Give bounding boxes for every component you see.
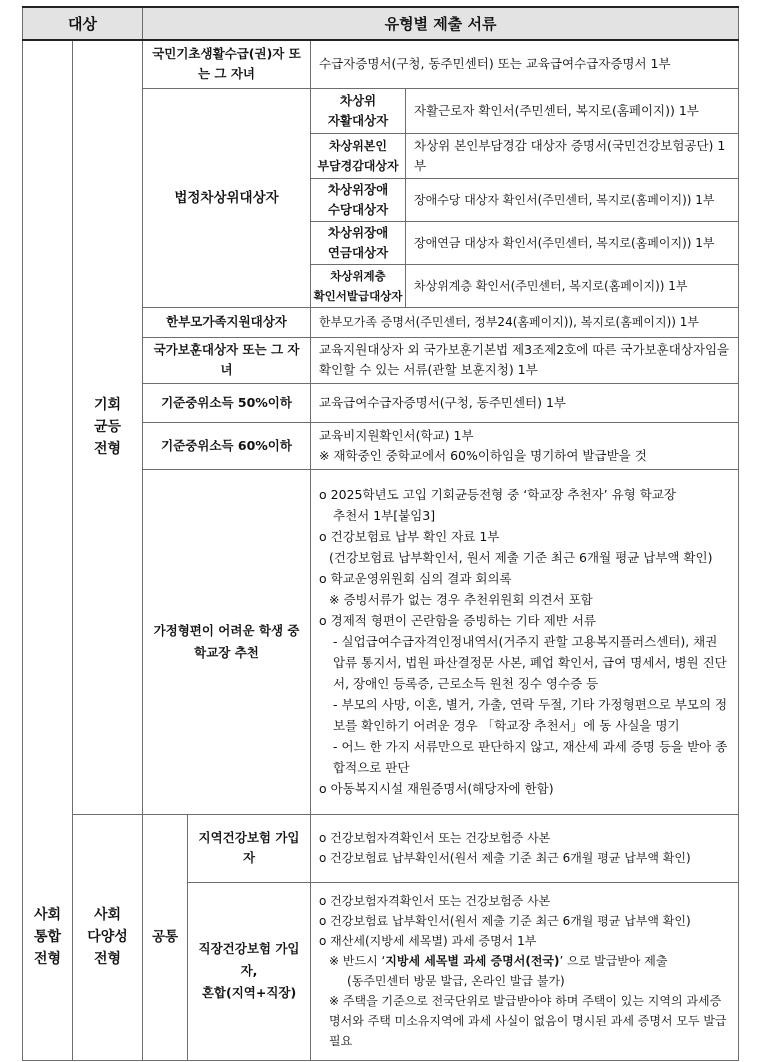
doc-income-50: 교육급여수급자증명서(구청, 동주민센터) 1부 [311,383,739,422]
principal-doc-line: o 건강보험료 납부 확인 자료 1부 [319,529,500,544]
doc-note [319,951,732,971]
common-label: 공통 [143,814,188,1060]
target-regional-insurance: 지역건강보험 가입자 [188,814,311,882]
social-integration-label: 사회 통합 전형 [23,814,73,1060]
principal-doc-line: - 부모의 사망, 이혼, 별거, 가출, 연락 두절, 기타 가정형편으로 부모의 정보를 확인하기 어려운 경우 「학교장 추천서」에 동 사실을 명기 [333,697,728,733]
principal-doc-line: o 경제적 형편이 곤란함을 증빙하는 기타 제반 서류 [319,613,596,628]
doc-line: o 건강보험자격확인서 또는 건강보험증 사본 [319,831,551,845]
principal-doc-list [319,484,732,799]
target-basic-livelihood: 국민기초생활수급(권)자 또는 그 자녀 [143,40,311,88]
target-near-poverty: 법정차상위대상자 [143,88,311,307]
principal-doc-line: 추천서 1부[붙임3] [333,508,436,523]
doc-veterans: 교육지원대상자 외 국가보훈기본법 제3조제2호에 따른 국가보훈대상자임을 확인할 수 있는 서류(관할 보훈지청) 1부 [311,337,739,383]
social-diversity-label: 사회 다양성 전형 [73,814,143,1060]
principal-doc-line: (건강보험료 납부확인서, 원서 제출 기준 최근 6개월 평균 납부액 확인) [329,550,713,565]
social-integration-label-top [23,40,73,814]
sub-target: 차상위본인 부담경감대상자 [311,133,406,178]
sub-doc: 장애연금 대상자 확인서(주민센터, 복지로(홈페이지)) 1부 [406,221,739,264]
table-row [23,40,739,88]
target-single-parent: 한부모가족지원대상자 [143,307,311,337]
target-income-60: 기준중위소득 60%이하 [143,422,311,469]
header-target: 대상 [23,7,143,40]
doc-income-60 [311,422,739,469]
sub-target: 차상위 자활대상자 [311,88,406,133]
principal-doc-line: - 실업급여수급자격인정내역서(거주지 관할 고용복지플러스센터), 채권 압류 통지서, 법원 파산결정문 사본, 폐업 확인서, 급여 명세서, 병원 진단서, 장애인 등록증, 근로소득 원천 징수 영수증 등 [333,634,727,691]
note-emphasis: 지방세 세목별 과세 증명서(전국) [385,954,560,968]
note-suffix: ’ 으로 발급받아 제출 [559,954,668,968]
header-documents: 유형별 제출 서류 [143,7,739,40]
header-row [23,7,739,40]
doc-line: o 건강보험자격확인서 또는 건강보험증 사본 [319,894,551,908]
doc-note-cont: (동주민센터 방문 발급, 온라인 발급 불가) [347,974,565,988]
doc-line: o 건강보험료 납부확인서(원서 제출 기준 최근 6개월 평균 납부액 확인) [319,914,691,928]
doc-regional-insurance [311,814,739,882]
note-prefix: ※ 반드시 ‘ [329,954,386,968]
sub-target: 차상위계층 확인서발급대상자 [311,264,406,307]
doc-single-parent: 한부모가족 증명서(주민센터, 정부24(홈페이지)), 복지로(홈페이지)) 1부 [311,307,739,337]
sub-doc: 차상위계층 확인서(주민센터, 복지로(홈페이지)) 1부 [406,264,739,307]
opportunity-label: 기회 균등 전형 [73,40,143,814]
sub-target: 차상위장애 수당대상자 [311,178,406,221]
principal-doc-line: o 학교운영위원회 심의 결과 회의록 [319,571,512,586]
target-veterans: 국가보훈대상자 또는 그 자녀 [143,337,311,383]
doc-line: o 건강보험료 납부확인서(원서 제출 기준 최근 6개월 평균 납부액 확인) [319,851,691,865]
principal-doc-line: o 아동복지시설 재원증명서(해당자에 한함) [319,781,554,796]
sub-doc: 장애수당 대상자 확인서(주민센터, 복지로(홈페이지)) 1부 [406,178,739,221]
doc-principal-recommendation [311,469,739,814]
target-workplace-insurance: 직장건강보험 가입자, 혼합(지역+직장) [188,882,311,1060]
principal-doc-line: ※ 증빙서류가 없는 경우 추천위원회 의견서 포함 [329,592,593,607]
principal-doc-line: o 2025학년도 고입 기회균등전형 중 ‘학교장 추천자’ 유형 학교장 [319,487,676,502]
doc-note: ※ 주택을 기준으로 전국단위로 발급받아야 하며 주택이 있는 지역의 과세증명서와 주택 미소유지역에 과세 사실이 없음이 명시된 과세 증명서 모두 발급 필요 [329,994,727,1048]
target-income-50: 기준중위소득 50%이하 [143,383,311,422]
target-principal-recommendation: 가정형편이 어려운 학생 중 학교장 추천 [143,469,311,814]
doc-basic-livelihood: 수급자증명서(구청, 동주민센터) 또는 교육급여수급자증명서 1부 [311,40,739,88]
submission-documents-table [22,6,739,1061]
sub-doc: 차상위 본인부담경감 대상자 증명서(국민건강보험공단) 1부 [406,133,739,178]
principal-doc-line: - 어느 한 가지 서류만으로 판단하지 않고, 재산세 과세 증명 등을 받아 종합적으로 판단 [333,739,728,775]
doc-workplace-insurance [311,882,739,1060]
doc-line: 교육비지원확인서(학교) 1부 [319,427,474,443]
sub-target: 차상위장애 연금대상자 [311,221,406,264]
table-row [23,814,739,882]
doc-note: ※ 재학중인 중학교에서 60%이하임을 명기하여 발급받을 것 [319,447,647,463]
doc-line: o 재산세(지방세 세목별) 과세 증명서 1부 [319,934,537,948]
sub-doc: 자활근로자 확인서(주민센터, 복지로(홈페이지)) 1부 [406,88,739,133]
